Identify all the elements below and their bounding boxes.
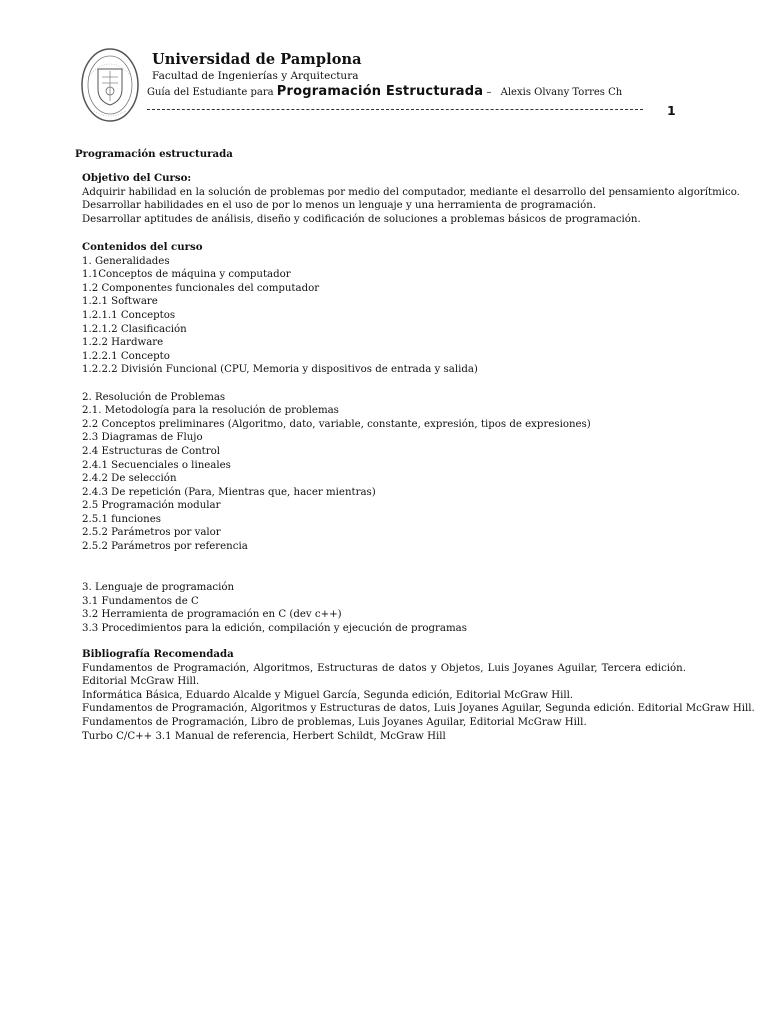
bibliography-heading: Bibliografía Recomendada (82, 648, 234, 660)
contents-group-1 (82, 255, 686, 377)
contents-item: 2.3 Diagramas de Flujo (82, 432, 203, 444)
contents-item: 2.5.2 Parámetros por referencia (82, 541, 248, 553)
contents-item: 2.4.1 Secuenciales o lineales (82, 459, 231, 471)
contents-item: 1.2.1 Software (82, 296, 158, 308)
contents-item: 2.4.2 De selección (82, 473, 177, 485)
university-seal-logo (80, 47, 140, 125)
header-dash: – (486, 87, 492, 98)
contents-item: 3. Lenguaje de programación (82, 582, 235, 593)
contents-item: 3.2 Herramienta de programación en C (dev c++) (82, 609, 342, 621)
contents-item: 1.2.1.2 Clasificación (82, 323, 187, 335)
bibliography-entry: Informática Básica, Eduardo Alcalde y Miguel García, Segunda edición, Editorial McGraw Hill. (82, 689, 574, 701)
header-divider (147, 109, 643, 110)
contents-item: 2.4 Estructuras de Control (82, 445, 221, 457)
objective-section (82, 172, 740, 226)
contents-group-3 (82, 581, 686, 635)
contents-item: 1.2 Componentes funcionales del computador (82, 282, 320, 294)
contents-item: 3.1 Fundamentos de C (82, 595, 199, 607)
document-title: Programación estructurada (75, 148, 233, 160)
bibliography-section (82, 648, 755, 743)
contents-item: 1.2.2.2 División Funcional (CPU, Memoria y dispositivos de entrada y salida) (82, 364, 478, 376)
bibliography-entry: Turbo C/C++ 3.1 Manual de referencia, Herbert Schildt, McGraw Hill (82, 730, 446, 742)
objective-line: Desarrollar habilidades en el uso de por lo menos un lenguaje y una herramienta de programación. (82, 200, 597, 212)
course-name: Programación Estructurada (276, 84, 484, 99)
author-name: Alexis Olvany Torres Ch (500, 87, 623, 98)
bibliography-entry: Fundamentos de Programación, Libro de problemas, Luis Joyanes Aguilar, Editorial McGraw Hill. (82, 716, 587, 728)
contents-item: 2.1. Metodología para la resolución de problemas (82, 405, 339, 417)
contents-item: 1.2.1.1 Conceptos (82, 309, 176, 321)
contents-item: 1.1Conceptos de máquina y computador (82, 269, 291, 281)
contents-item: 2.4.3 De repetición (Para, Mientras que, hacer mientras) (82, 486, 376, 498)
contents-item: 3.3 Procedimientos para la edición, compilación y ejecución de programas (82, 622, 467, 634)
contents-item: 1.2.2 Hardware (82, 337, 164, 349)
guide-line (147, 84, 622, 99)
objective-line: Adquirir habilidad en la solución de problemas por medio del computador, mediante el desarrollo del pensamiento algorítmico. (82, 186, 740, 198)
bibliography-entry: Fundamentos de Programación, Algoritmos y Estructuras de datos, Luis Joyanes Aguilar, Segunda edición. Editorial McGraw Hill. (82, 703, 755, 715)
objective-heading: Objetivo del Curso: (82, 172, 192, 184)
contents-item: 2.2 Conceptos preliminares (Algoritmo, dato, variable, constante, expresión, tipos de expresiones) (82, 418, 591, 430)
contents-item: 2.5 Programación modular (82, 500, 221, 512)
contents-item: 2.5.2 Parámetros por valor (82, 527, 221, 539)
contents-item: 2.5.1 funciones (82, 513, 161, 525)
faculty-name: Facultad de Ingenierías y Arquitectura (152, 70, 359, 82)
guide-prefix: Guía del Estudiante para (147, 87, 274, 98)
objective-line: Desarrollar aptitudes de análisis, diseño y codificación de soluciones a problemas básicos de programación. (82, 213, 641, 225)
university-name: Universidad de Pamplona (152, 51, 362, 68)
contents-item: 1.2.2.1 Concepto (82, 350, 170, 362)
contents-group-2 (82, 391, 686, 554)
contents-heading: Contenidos del curso (82, 241, 203, 253)
page-number: 1 (667, 103, 676, 118)
contents-item: 1. Generalidades (82, 255, 170, 267)
contents-section (82, 241, 686, 554)
contents-item: 2. Resolución de Problemas (82, 391, 226, 403)
bibliography-entry: Fundamentos de Programación, Algoritmos, Estructuras de datos y Objetos, Luis Joyanes Aguilar, Tercera edición. Editorial McGraw Hill. (82, 662, 686, 688)
